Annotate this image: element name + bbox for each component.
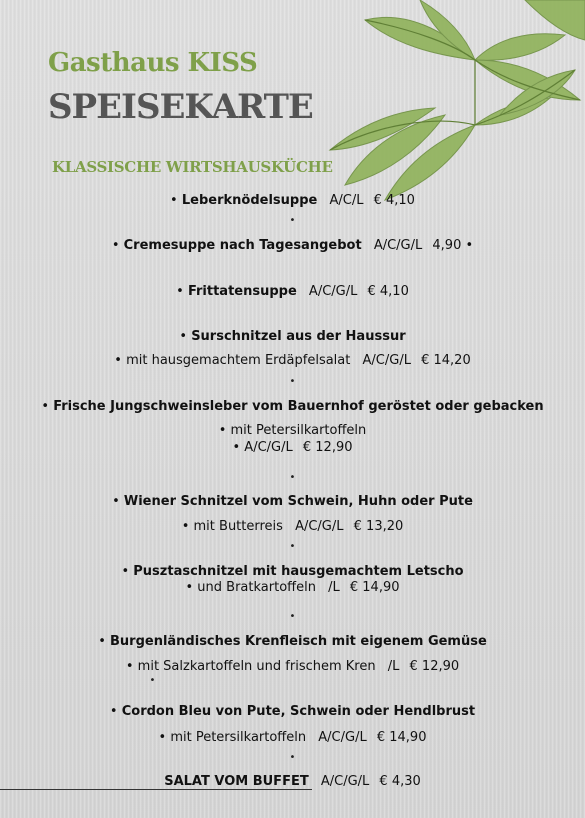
menu-item-jungschweinsleber-price: • A/C/G/L € 12,90 <box>232 440 353 455</box>
item-price: 4,90 <box>432 238 462 253</box>
allergen-codes: A/C/G/L <box>320 774 370 789</box>
menu-item-cordon-bleu-desc: • mit Petersilkartoffeln A/C/G/L € 14,90 <box>158 730 427 745</box>
menu-item-frittatensuppe: • Frittatensuppe A/C/G/L € 4,10 <box>176 284 409 299</box>
separator-dot: • <box>289 472 296 483</box>
menu-item-cordon-bleu: • Cordon Bleu von Pute, Schwein oder Hendlbrust <box>109 704 476 719</box>
item-name: Burgenländisches Krenfleisch mit eigenem Gemüse <box>110 634 487 649</box>
menu-item-leberknoedelsuppe: • Leberknödelsuppe A/C/L € 4,10 <box>170 193 415 208</box>
item-description: mit Petersilkartoffeln <box>170 730 307 745</box>
allergen-codes: /L <box>387 659 400 674</box>
header <box>48 48 313 127</box>
item-price: € 12,90 <box>409 659 460 674</box>
menu-item-pusztaschnitzel-desc: • und Bratkartoffeln /L € 14,90 <box>185 580 400 595</box>
item-name: SALAT VOM BUFFET <box>164 774 309 789</box>
allergen-codes: A/C/G/L <box>362 353 411 368</box>
item-price: € 12,90 <box>302 440 353 455</box>
item-name: Leberknödelsuppe <box>181 193 318 208</box>
item-price: € 14,20 <box>421 353 471 368</box>
menu-item-surschnitzel: • Surschnitzel aus der Haussur <box>179 329 406 344</box>
item-description: mit hausgemachtem Erdäpfelsalat <box>126 353 351 368</box>
menu-item-wiener-schnitzel: • Wiener Schnitzel vom Schwein, Huhn oder Pute <box>112 494 473 509</box>
allergen-codes: A/C/G/L <box>308 284 358 299</box>
item-name: Frische Jungschweinsleber vom Bauernhof geröstet oder gebacken <box>53 399 544 414</box>
separator-dot: • <box>289 541 296 552</box>
separator-dot: • <box>289 752 296 763</box>
item-price: € 4,10 <box>367 284 409 299</box>
item-name: Pusztaschnitzel mit hausgemachtem Letscho <box>133 564 464 579</box>
separator-dot: • <box>289 611 296 622</box>
item-price: € 4,10 <box>373 193 415 208</box>
item-description: mit Salzkartoffeln und frischem Kren <box>137 659 376 674</box>
menu-item-jungschweinsleber-desc: • mit Petersilkartoffeln <box>218 423 367 438</box>
allergen-codes: A/C/G/L <box>318 730 367 745</box>
divider-line <box>0 789 312 790</box>
separator-dot: • <box>289 376 296 387</box>
separator-dot: • <box>289 215 296 226</box>
item-price: € 14,90 <box>376 730 427 745</box>
item-name: Cordon Bleu von Pute, Schwein oder Hendlbrust <box>121 704 476 719</box>
item-description: mit Butterreis <box>193 519 283 534</box>
menu-item-pusztaschnitzel: • Pusztaschnitzel mit hausgemachtem Letscho <box>121 564 464 579</box>
item-name: Cremesuppe nach Tagesangebot <box>123 238 362 253</box>
allergen-codes: A/C/G/L <box>373 238 423 253</box>
item-description: und Bratkartoffeln <box>197 580 316 595</box>
menu-item-surschnitzel-desc: • mit hausgemachtem Erdäpfelsalat A/C/G/L € 14,20 <box>114 353 471 368</box>
restaurant-name: Gasthaus KISS <box>48 48 258 78</box>
allergen-codes: A/C/G/L <box>244 440 293 455</box>
menu-item-krenfleisch-desc: • mit Salzkartoffeln und frischem Kren /L € 12,90 <box>125 659 460 674</box>
menu-item-jungschweinsleber: • Frische Jungschweinsleber vom Bauernhof geröstet oder gebacken <box>41 399 544 414</box>
item-name: Wiener Schnitzel vom Schwein, Huhn oder Pute <box>123 494 473 509</box>
item-description: mit Petersilkartoffeln <box>230 423 367 438</box>
allergen-codes: A/C/L <box>329 193 364 208</box>
menu-item-salat-buffet <box>0 774 585 789</box>
page-title: SPEISEKARTE <box>48 87 313 127</box>
separator-dot: • <box>149 675 156 686</box>
section-heading: KLASSISCHE WIRTSHAUSKÜCHE <box>52 158 333 176</box>
allergen-codes: /L <box>328 580 340 595</box>
item-price: € 4,30 <box>379 774 421 789</box>
menu-item-wiener-schnitzel-desc: • mit Butterreis A/C/G/L € 13,20 <box>181 519 404 534</box>
item-name: Frittatensuppe <box>187 284 297 299</box>
menu-item-cremesuppe: • Cremesuppe nach Tagesangebot A/C/G/L 4,90 • <box>111 238 474 253</box>
item-name: Surschnitzel aus der Haussur <box>191 329 406 344</box>
item-price: € 14,90 <box>349 580 400 595</box>
item-price: € 13,20 <box>353 519 404 534</box>
allergen-codes: A/C/G/L <box>295 519 344 534</box>
menu-item-krenfleisch: • Burgenländisches Krenfleisch mit eigenem Gemüse <box>98 634 487 649</box>
